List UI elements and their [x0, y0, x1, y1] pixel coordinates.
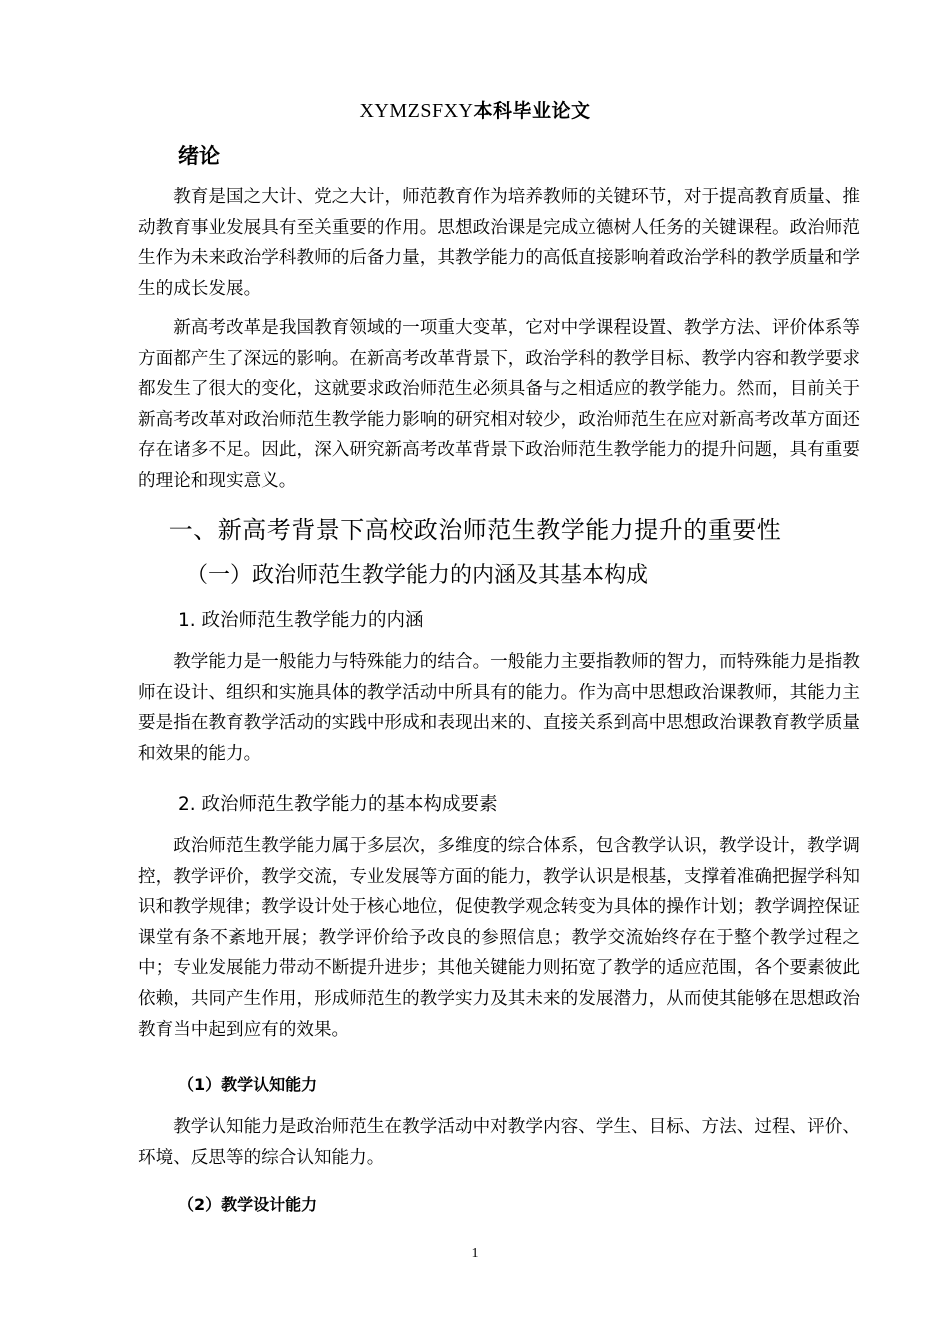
item-2-heading: 2. 政治师范生教学能力的基本构成要素: [178, 794, 498, 815]
subsection-1-heading: （一）政治师范生教学能力的内涵及其基本构成: [186, 563, 649, 588]
item-1-heading: 1. 政治师范生教学能力的内涵: [178, 610, 424, 631]
intro-paragraph-1: 教育是国之大计、党之大计，师范教育作为培养教师的关键环节，对于提高教育质量、推动教育事业发展具有至关重要的作用。思想政治课是完成立德树人任务的关键课程。政治师范生作为未来政治学科教师的后备力量，其教学能力的高低直接影响着政治学科的教学质量和学生的成长发展。: [138, 187, 860, 299]
header-latin: XYMZSFXY: [359, 100, 474, 122]
section-1-heading: 一、新高考背景下高校政治师范生教学能力提升的重要性: [168, 516, 782, 544]
intro-paragraph-2: 新高考改革是我国教育领域的一项重大变革，它对中学课程设置、教学方法、评价体系等方面都产生了深远的影响。在新高考改革背景下，政治学科的教学目标、教学内容和教学要求都发生了很大的变化，这就要求政治师范生必须具备与之相适应的教学能力。然而，目前关于新高考改革对政治师范生教学能力影响的研究相对较少，政治师范生在应对新高考改革方面还存在诸多不足。因此，深入研究新高考改革背景下政治师范生教学能力的提升问题，具有重要的理论和现实意义。: [138, 318, 860, 491]
sub-item-a-heading: （1）教学认知能力: [178, 1075, 318, 1094]
intro-heading: 绪论: [178, 144, 220, 168]
sub-item-b-heading: （2）教学设计能力: [178, 1195, 318, 1214]
item-1-paragraph: 教学能力是一般能力与特殊能力的结合。一般能力主要指教师的智力，而特殊能力是指教师在设计、组织和实施具体的教学活动中所具有的能力。作为高中思想政治课教师，其能力主要是指在教育教学活动的实践中形成和表现出来的、直接关系到高中思想政治课教育教学质量和效果的能力。: [138, 652, 860, 764]
header-cn: 本科毕业论文: [473, 100, 591, 122]
sub-item-a-paragraph: 教学认知能力是政治师范生在教学活动中对教学内容、学生、目标、方法、过程、评价、环境、反思等的综合认知能力。: [138, 1117, 860, 1168]
running-header: [0, 96, 950, 123]
page-number: 1: [471, 1246, 479, 1261]
item-2-paragraph: 政治师范生教学能力属于多层次，多维度的综合体系，包含教学认识，教学设计，教学调控，教学评价，教学交流，专业发展等方面的能力，教学认识是根基，支撑着准确把握学科知识和教学规律；教学设计处于核心地位，促使教学观念转变为具体的操作计划；教学调控保证课堂有条不紊地开展；教学评价给予改良的参照信息；教学交流始终存在于整个教学过程之中；专业发展能力带动不断提升进步；其他关键能力则拓宽了教学的适应范围，各个要素彼此依赖，共同产生作用，形成师范生的教学实力及其未来的发展潜力，从而使其能够在思想政治教育当中起到应有的效果。: [138, 836, 860, 1040]
